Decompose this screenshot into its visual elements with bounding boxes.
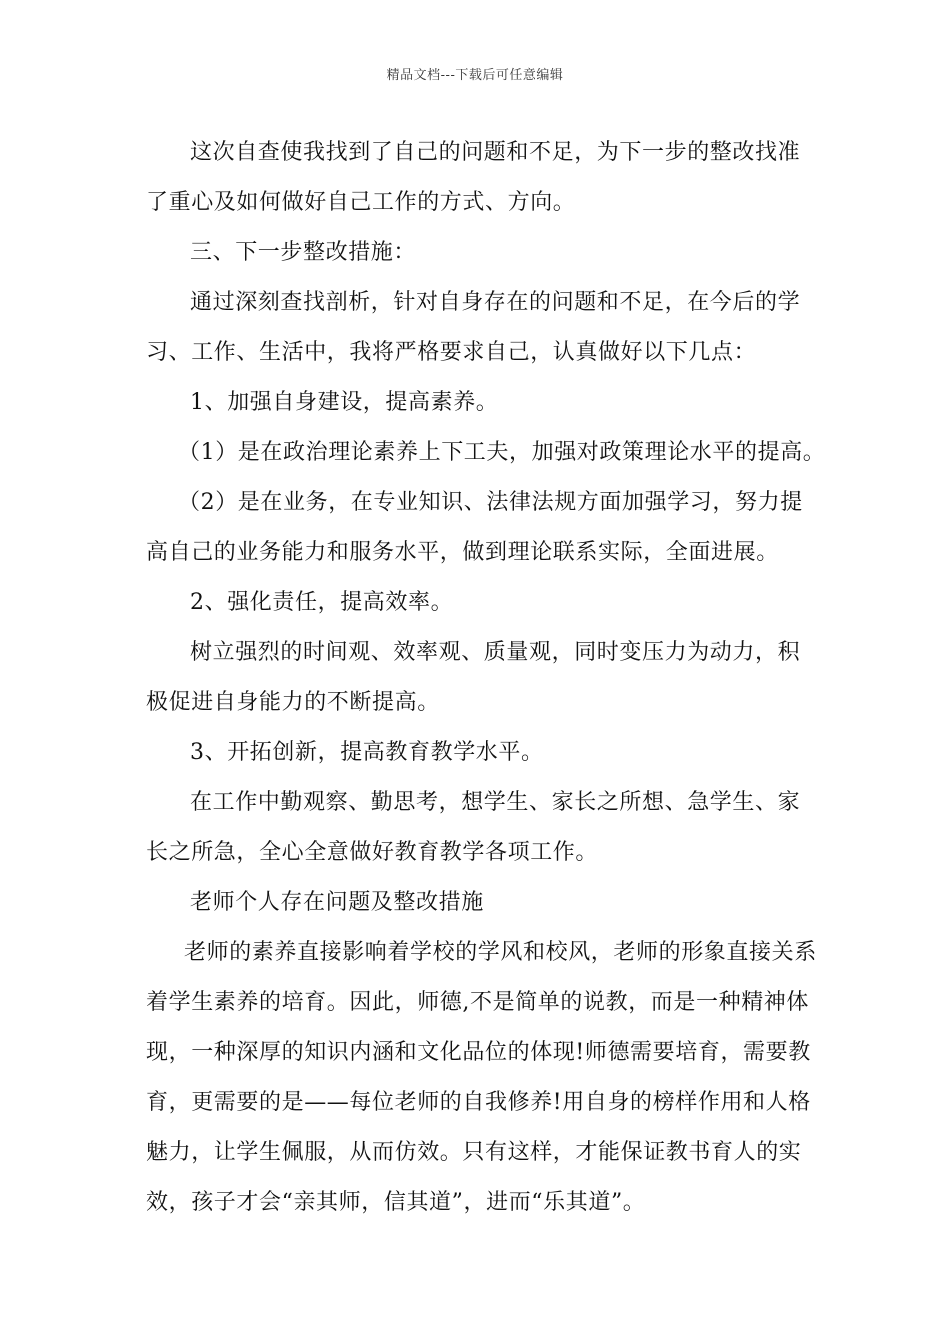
paragraph-line: 了重心及如何做好自己工作的方式、方向。 — [146, 190, 576, 215]
paragraph-line: 在工作中勤观察、勤思考，想学生、家长之所想、急学生、家 — [190, 790, 801, 815]
document-body — [146, 128, 826, 1228]
paragraph-line: 着学生素养的培育。因此，师德,不是简单的说教，而是一种精神体 — [146, 990, 809, 1015]
paragraph-line: 长之所急，全心全意做好教育教学各项工作。 — [146, 840, 599, 865]
paragraph-line: 老师的素养直接影响着学校的学风和校风，老师的形象直接关系 — [184, 940, 817, 965]
paragraph-line: 育，更需要的是——每位老师的自我修养!用自身的榜样作用和人格 — [146, 1090, 811, 1115]
paragraph-line: 魅力，让学生佩服，从而仿效。只有这样，才能保证教书育人的实 — [146, 1140, 802, 1165]
subsection-heading: 3、开拓创新，提高教育教学水平。 — [190, 740, 544, 765]
paragraph-line: 极促进自身能力的不断提高。 — [146, 690, 440, 715]
subsection-heading: 1、加强自身建设，提高素养。 — [190, 390, 499, 415]
page-header: 精品文档---下载后可任意编辑 — [386, 68, 564, 83]
paragraph-line: （1）是在政治理论素养上下工夫，加强对政策理论水平的提高。 — [178, 440, 826, 465]
paragraph-line: 通过深刻查找剖析，针对自身存在的问题和不足，在今后的学 — [190, 290, 801, 315]
paragraph-line: 高自己的业务能力和服务水平，做到理论联系实际，全面进展。 — [146, 540, 779, 565]
article-title: 老师个人存在问题及整改措施 — [190, 890, 484, 915]
paragraph-line: 效，孩子才会“亲其师，信其道”，进而“乐其道”。 — [146, 1190, 646, 1215]
paragraph-line: 习、工作、生活中，我将严格要求自己，认真做好以下几点： — [146, 340, 757, 365]
paragraph-line: 树立强烈的时间观、效率观、质量观，同时变压力为动力，积 — [190, 640, 801, 665]
subsection-heading: 2、强化责任，提高效率。 — [190, 590, 454, 615]
section-heading: 三、下一步整改措施： — [190, 240, 417, 265]
paragraph-line: 现，一种深厚的知识内涵和文化品位的体现!师德需要培育，需要教 — [146, 1040, 811, 1065]
paragraph-line: 这次自查使我找到了自己的问题和不足，为下一步的整改找准 — [190, 140, 801, 165]
paragraph-line: （2）是在业务，在专业知识、法律法规方面加强学习，努力提 — [178, 490, 803, 515]
